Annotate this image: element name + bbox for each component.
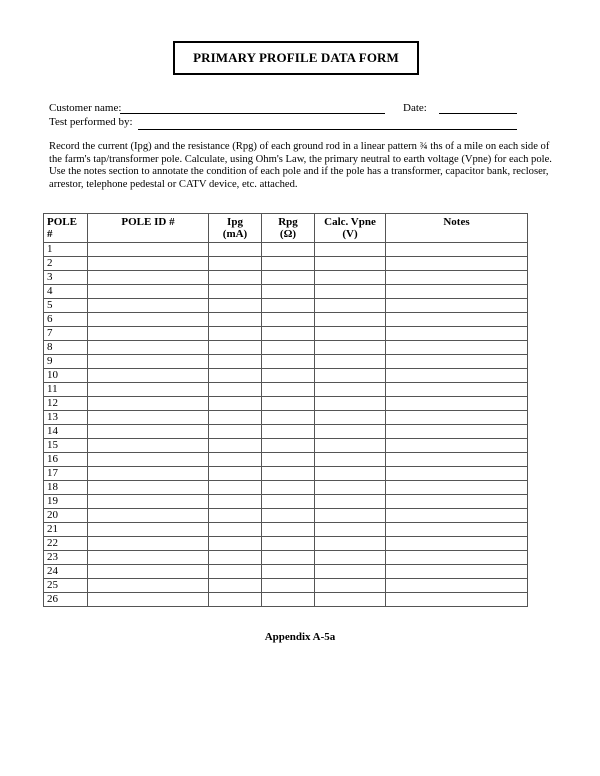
vpne-cell[interactable] bbox=[315, 271, 386, 285]
ipg-cell[interactable] bbox=[209, 467, 262, 481]
appendix-label: Appendix A-5a bbox=[264, 631, 336, 643]
pole-number-cell: 24 bbox=[44, 565, 88, 579]
header-pole-id bbox=[88, 214, 209, 243]
ipg-cell[interactable] bbox=[209, 453, 262, 467]
ipg-cell[interactable] bbox=[209, 299, 262, 313]
table-row bbox=[44, 579, 528, 593]
ipg-cell[interactable] bbox=[209, 551, 262, 565]
pole-number-cell: 21 bbox=[44, 523, 88, 537]
rpg-cell[interactable] bbox=[262, 299, 315, 313]
rpg-cell[interactable] bbox=[262, 411, 315, 425]
rpg-cell[interactable] bbox=[262, 509, 315, 523]
vpne-cell[interactable] bbox=[315, 509, 386, 523]
ipg-cell[interactable] bbox=[209, 537, 262, 551]
header-vpne-line1: Calc. Vpne bbox=[324, 216, 376, 228]
rpg-cell[interactable] bbox=[262, 355, 315, 369]
notes-cell[interactable] bbox=[386, 411, 528, 425]
pole-id-cell[interactable] bbox=[88, 299, 209, 313]
vpne-cell[interactable] bbox=[315, 453, 386, 467]
pole-number-cell: 5 bbox=[44, 299, 88, 313]
table-body bbox=[44, 243, 528, 607]
pole-data-table bbox=[43, 213, 528, 607]
table-row bbox=[44, 467, 528, 481]
table-row bbox=[44, 285, 528, 299]
table-row bbox=[44, 495, 528, 509]
pole-number-cell: 13 bbox=[44, 411, 88, 425]
vpne-cell[interactable] bbox=[315, 257, 386, 271]
ipg-cell[interactable] bbox=[209, 271, 262, 285]
ipg-cell[interactable] bbox=[209, 523, 262, 537]
vpne-cell[interactable] bbox=[315, 299, 386, 313]
vpne-cell[interactable] bbox=[315, 313, 386, 327]
header-pole-number bbox=[44, 214, 88, 243]
rpg-cell[interactable] bbox=[262, 537, 315, 551]
notes-cell[interactable] bbox=[386, 551, 528, 565]
rpg-cell[interactable] bbox=[262, 453, 315, 467]
ipg-cell[interactable] bbox=[209, 285, 262, 299]
ipg-cell[interactable] bbox=[209, 579, 262, 593]
pole-number-cell: 7 bbox=[44, 327, 88, 341]
rpg-cell[interactable] bbox=[262, 271, 315, 285]
notes-cell[interactable] bbox=[386, 453, 528, 467]
vpne-cell[interactable] bbox=[315, 285, 386, 299]
vpne-cell[interactable] bbox=[315, 397, 386, 411]
rpg-cell[interactable] bbox=[262, 327, 315, 341]
table-row bbox=[44, 509, 528, 523]
pole-id-cell[interactable] bbox=[88, 579, 209, 593]
ipg-cell[interactable] bbox=[209, 425, 262, 439]
table-row bbox=[44, 481, 528, 495]
pole-id-cell[interactable] bbox=[88, 425, 209, 439]
vpne-cell[interactable] bbox=[315, 439, 386, 453]
vpne-cell[interactable] bbox=[315, 579, 386, 593]
vpne-cell[interactable] bbox=[315, 243, 386, 257]
pole-id-cell[interactable] bbox=[88, 467, 209, 481]
ipg-cell[interactable] bbox=[209, 495, 262, 509]
ipg-cell[interactable] bbox=[209, 313, 262, 327]
vpne-cell[interactable] bbox=[315, 523, 386, 537]
pole-number-cell: 19 bbox=[44, 495, 88, 509]
table-row bbox=[44, 369, 528, 383]
notes-cell[interactable] bbox=[386, 509, 528, 523]
pole-number-cell: 25 bbox=[44, 579, 88, 593]
table-row bbox=[44, 299, 528, 313]
notes-cell[interactable] bbox=[386, 593, 528, 607]
notes-cell[interactable] bbox=[386, 243, 528, 257]
date-field[interactable] bbox=[439, 113, 517, 114]
header-pole-line2: # bbox=[47, 228, 53, 240]
notes-cell[interactable] bbox=[386, 439, 528, 453]
table-row bbox=[44, 523, 528, 537]
pole-id-cell[interactable] bbox=[88, 397, 209, 411]
pole-id-cell[interactable] bbox=[88, 271, 209, 285]
notes-cell[interactable] bbox=[386, 481, 528, 495]
rpg-cell[interactable] bbox=[262, 285, 315, 299]
rpg-cell[interactable] bbox=[262, 243, 315, 257]
rpg-cell[interactable] bbox=[262, 383, 315, 397]
pole-id-cell[interactable] bbox=[88, 411, 209, 425]
rpg-cell[interactable] bbox=[262, 523, 315, 537]
pole-number-cell: 8 bbox=[44, 341, 88, 355]
vpne-cell[interactable] bbox=[315, 369, 386, 383]
header-rpg-line2: (Ω) bbox=[279, 228, 297, 240]
notes-cell[interactable] bbox=[386, 257, 528, 271]
pole-number-cell: 2 bbox=[44, 257, 88, 271]
vpne-cell[interactable] bbox=[315, 481, 386, 495]
notes-cell[interactable] bbox=[386, 271, 528, 285]
rpg-cell[interactable] bbox=[262, 425, 315, 439]
table-row bbox=[44, 425, 528, 439]
vpne-cell[interactable] bbox=[315, 551, 386, 565]
pole-number-cell: 17 bbox=[44, 467, 88, 481]
customer-name-field[interactable] bbox=[120, 113, 385, 114]
ipg-cell[interactable] bbox=[209, 355, 262, 369]
pole-id-cell[interactable] bbox=[88, 509, 209, 523]
header-notes bbox=[386, 214, 528, 243]
notes-cell[interactable] bbox=[386, 495, 528, 509]
pole-id-cell[interactable] bbox=[88, 537, 209, 551]
ipg-cell[interactable] bbox=[209, 327, 262, 341]
pole-id-cell[interactable] bbox=[88, 355, 209, 369]
notes-cell[interactable] bbox=[386, 285, 528, 299]
pole-number-cell: 16 bbox=[44, 453, 88, 467]
ipg-cell[interactable] bbox=[209, 481, 262, 495]
ipg-cell[interactable] bbox=[209, 383, 262, 397]
ipg-cell[interactable] bbox=[209, 509, 262, 523]
pole-id-cell[interactable] bbox=[88, 593, 209, 607]
vpne-cell[interactable] bbox=[315, 341, 386, 355]
notes-cell[interactable] bbox=[386, 523, 528, 537]
rpg-cell[interactable] bbox=[262, 467, 315, 481]
ipg-cell[interactable] bbox=[209, 341, 262, 355]
notes-cell[interactable] bbox=[386, 313, 528, 327]
ipg-cell[interactable] bbox=[209, 369, 262, 383]
notes-cell[interactable] bbox=[386, 397, 528, 411]
rpg-cell[interactable] bbox=[262, 579, 315, 593]
table-header-row bbox=[44, 214, 528, 243]
header-ipg-line2: (mA) bbox=[222, 228, 248, 240]
pole-number-cell: 26 bbox=[44, 593, 88, 607]
pole-number-cell: 3 bbox=[44, 271, 88, 285]
table-row bbox=[44, 243, 528, 257]
rpg-cell[interactable] bbox=[262, 495, 315, 509]
pole-id-cell[interactable] bbox=[88, 313, 209, 327]
rpg-cell[interactable] bbox=[262, 257, 315, 271]
pole-id-cell[interactable] bbox=[88, 369, 209, 383]
notes-cell[interactable] bbox=[386, 579, 528, 593]
notes-cell[interactable] bbox=[386, 565, 528, 579]
pole-id-cell[interactable] bbox=[88, 439, 209, 453]
vpne-cell[interactable] bbox=[315, 537, 386, 551]
pole-number-cell: 18 bbox=[44, 481, 88, 495]
date-label: Date: bbox=[403, 102, 427, 114]
vpne-cell[interactable] bbox=[315, 593, 386, 607]
table-row bbox=[44, 271, 528, 285]
pole-number-cell: 11 bbox=[44, 383, 88, 397]
notes-cell[interactable] bbox=[386, 425, 528, 439]
rpg-cell[interactable] bbox=[262, 481, 315, 495]
pole-number-cell: 23 bbox=[44, 551, 88, 565]
notes-cell[interactable] bbox=[386, 369, 528, 383]
notes-cell[interactable] bbox=[386, 355, 528, 369]
rpg-cell[interactable] bbox=[262, 341, 315, 355]
notes-cell[interactable] bbox=[386, 327, 528, 341]
pole-number-cell: 6 bbox=[44, 313, 88, 327]
rpg-cell[interactable] bbox=[262, 369, 315, 383]
pole-number-cell: 14 bbox=[44, 425, 88, 439]
rpg-cell[interactable] bbox=[262, 313, 315, 327]
vpne-cell[interactable] bbox=[315, 327, 386, 341]
ipg-cell[interactable] bbox=[209, 411, 262, 425]
ipg-cell[interactable] bbox=[209, 243, 262, 257]
rpg-cell[interactable] bbox=[262, 593, 315, 607]
pole-id-cell[interactable] bbox=[88, 341, 209, 355]
table-row bbox=[44, 355, 528, 369]
pole-id-cell[interactable] bbox=[88, 383, 209, 397]
header-pole-line1: POLE bbox=[47, 216, 77, 228]
ipg-cell[interactable] bbox=[209, 397, 262, 411]
pole-number-cell: 22 bbox=[44, 537, 88, 551]
customer-name-label: Customer name: bbox=[49, 102, 122, 114]
table-row bbox=[44, 439, 528, 453]
pole-number-cell: 9 bbox=[44, 355, 88, 369]
vpne-cell[interactable] bbox=[315, 425, 386, 439]
table-row bbox=[44, 593, 528, 607]
ipg-cell[interactable] bbox=[209, 257, 262, 271]
table-row bbox=[44, 257, 528, 271]
table-row bbox=[44, 411, 528, 425]
notes-cell[interactable] bbox=[386, 383, 528, 397]
notes-cell[interactable] bbox=[386, 341, 528, 355]
header-ipg-line1: Ipg bbox=[227, 216, 243, 228]
instructions-paragraph: Record the current (Ipg) and the resistance (Rpg) of each ground rod in a linear pattern ¾ ths of a mile on each side of the farm's tap/transformer pole. Calculate, using Ohm's Law, the primary neutral to earth voltage (Vpne) for each pole. Use the notes section to annotate the condition of each pole and if the pole has a transformer, capacitor bank, recloser, arrestor, telephone pedestal or CATV device, etc. attached. bbox=[49, 141, 552, 190]
pole-id-cell[interactable] bbox=[88, 523, 209, 537]
header-rpg bbox=[262, 214, 315, 243]
pole-number-cell: 12 bbox=[44, 397, 88, 411]
ipg-cell[interactable] bbox=[209, 439, 262, 453]
vpne-cell[interactable] bbox=[315, 565, 386, 579]
pole-number-cell: 4 bbox=[44, 285, 88, 299]
table-row bbox=[44, 327, 528, 341]
table-row bbox=[44, 565, 528, 579]
header-vpne bbox=[315, 214, 386, 243]
table-row bbox=[44, 341, 528, 355]
vpne-cell[interactable] bbox=[315, 467, 386, 481]
notes-cell[interactable] bbox=[386, 467, 528, 481]
pole-number-cell: 15 bbox=[44, 439, 88, 453]
header-notes-label: Notes bbox=[443, 216, 470, 228]
ipg-cell[interactable] bbox=[209, 565, 262, 579]
pole-id-cell[interactable] bbox=[88, 453, 209, 467]
table-row bbox=[44, 537, 528, 551]
vpne-cell[interactable] bbox=[315, 411, 386, 425]
vpne-cell[interactable] bbox=[315, 495, 386, 509]
rpg-cell[interactable] bbox=[262, 397, 315, 411]
form-title: PRIMARY PROFILE DATA FORM bbox=[173, 41, 419, 75]
test-performed-field[interactable] bbox=[138, 129, 517, 130]
pole-id-cell[interactable] bbox=[88, 327, 209, 341]
pole-number-cell: 10 bbox=[44, 369, 88, 383]
ipg-cell[interactable] bbox=[209, 593, 262, 607]
pole-id-cell[interactable] bbox=[88, 565, 209, 579]
header-rpg-line1: Rpg bbox=[278, 216, 298, 228]
pole-id-cell[interactable] bbox=[88, 551, 209, 565]
table-row bbox=[44, 551, 528, 565]
rpg-cell[interactable] bbox=[262, 565, 315, 579]
rpg-cell[interactable] bbox=[262, 439, 315, 453]
rpg-cell[interactable] bbox=[262, 551, 315, 565]
pole-number-cell: 1 bbox=[44, 243, 88, 257]
table-row bbox=[44, 313, 528, 327]
pole-id-cell[interactable] bbox=[88, 495, 209, 509]
vpne-cell[interactable] bbox=[315, 355, 386, 369]
table-row bbox=[44, 453, 528, 467]
header-pole-id-label: POLE ID # bbox=[121, 216, 175, 228]
test-performed-label: Test performed by: bbox=[49, 116, 133, 128]
pole-number-cell: 20 bbox=[44, 509, 88, 523]
pole-id-cell[interactable] bbox=[88, 243, 209, 257]
table-row bbox=[44, 397, 528, 411]
notes-cell[interactable] bbox=[386, 299, 528, 313]
table-row bbox=[44, 383, 528, 397]
header-ipg bbox=[209, 214, 262, 243]
vpne-cell[interactable] bbox=[315, 383, 386, 397]
header-vpne-line2: (V) bbox=[342, 228, 358, 240]
pole-id-cell[interactable] bbox=[88, 285, 209, 299]
pole-id-cell[interactable] bbox=[88, 481, 209, 495]
pole-id-cell[interactable] bbox=[88, 257, 209, 271]
notes-cell[interactable] bbox=[386, 537, 528, 551]
